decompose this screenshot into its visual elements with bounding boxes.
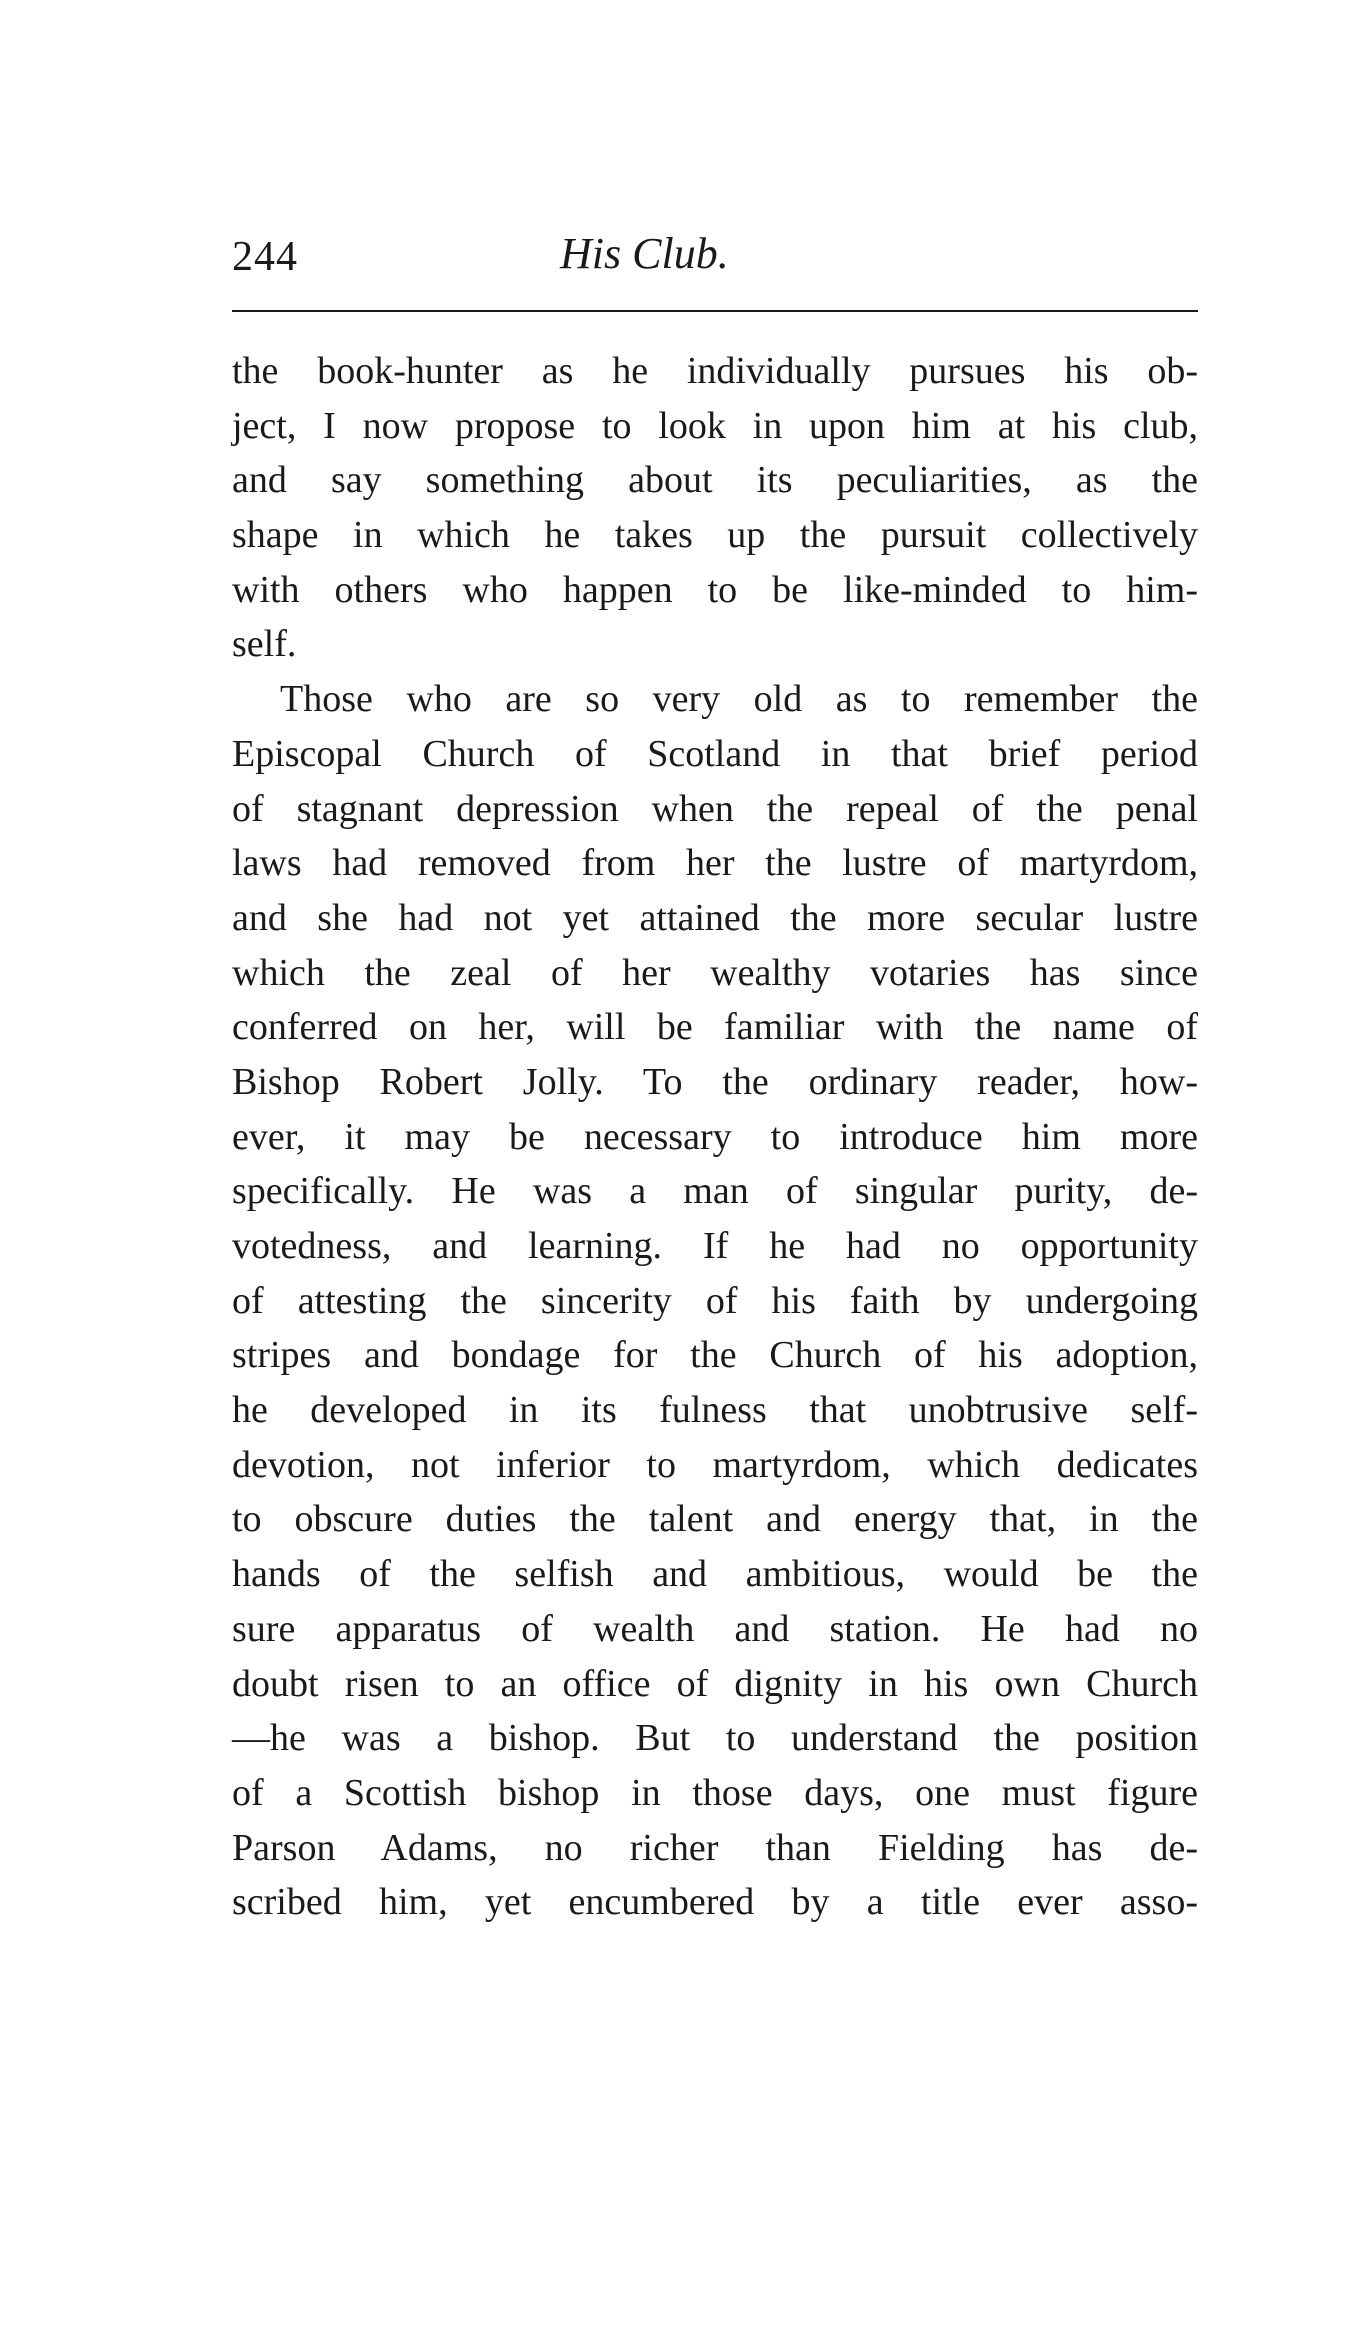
text-line: —he was a bishop. But to understand the position bbox=[232, 1717, 1198, 1760]
text-line: specifically. He was a man of singular purity, de- bbox=[232, 1170, 1198, 1213]
text-line: of stagnant depression when the repeal of the penal bbox=[232, 787, 1198, 830]
text-line: stripes and bondage for the Church of his adoption, bbox=[232, 1334, 1198, 1377]
text-line: ject, I now propose to look in upon him at his club, bbox=[232, 404, 1198, 447]
text-line: votedness, and learning. If he had no opportunity bbox=[232, 1225, 1198, 1267]
text-line: sure apparatus of wealth and station. He had no bbox=[232, 1607, 1198, 1650]
text-line: of a Scottish bishop in those days, one must figure bbox=[232, 1771, 1198, 1814]
text-line: which the zeal of her wealthy votaries has since bbox=[232, 951, 1198, 994]
text-line: to obscure duties the talent and energy that, in the bbox=[232, 1498, 1198, 1541]
running-title: His Club. bbox=[560, 229, 729, 278]
text-line: scribed him, yet encumbered by a title ever asso- bbox=[232, 1881, 1198, 1924]
text-line: and say something about its peculiarities, as the bbox=[232, 459, 1198, 502]
text-line: conferred on her, will be familiar with the name of bbox=[232, 1006, 1198, 1049]
text-line: hands of the selfish and ambitious, would be the bbox=[232, 1553, 1198, 1596]
text-line: of attesting the sincerity of his faith by undergoing bbox=[232, 1279, 1198, 1322]
text-line: doubt risen to an office of dignity in his own Church bbox=[232, 1662, 1198, 1705]
text-line: Those who are so very old as to remember the bbox=[280, 678, 1198, 721]
text-line: self. bbox=[232, 623, 297, 666]
text-line: Episcopal Church of Scotland in that brief period bbox=[232, 732, 1198, 775]
text-line: Parson Adams, no richer than Fielding has de- bbox=[232, 1826, 1198, 1869]
header-rule bbox=[232, 310, 1198, 312]
text-line: he developed in its fulness that unobtrusive self- bbox=[232, 1389, 1198, 1432]
text-line: and she had not yet attained the more secular lustre bbox=[232, 896, 1198, 939]
text-line: shape in which he takes up the pursuit collectively bbox=[232, 514, 1198, 557]
text-line: Bishop Robert Jolly. To the ordinary reader, how- bbox=[232, 1060, 1198, 1103]
text-line: with others who happen to be like-minded to him- bbox=[232, 568, 1198, 611]
text-line: devotion, not inferior to martyrdom, which dedicates bbox=[232, 1443, 1198, 1486]
text-line: laws had removed from her the lustre of martyrdom, bbox=[232, 842, 1198, 885]
text-line: the book-hunter as he individually pursues his ob- bbox=[232, 350, 1198, 392]
text-line: ever, it may be necessary to introduce him more bbox=[232, 1115, 1198, 1158]
page-number: 244 bbox=[232, 234, 298, 280]
body-text bbox=[232, 344, 1198, 1930]
